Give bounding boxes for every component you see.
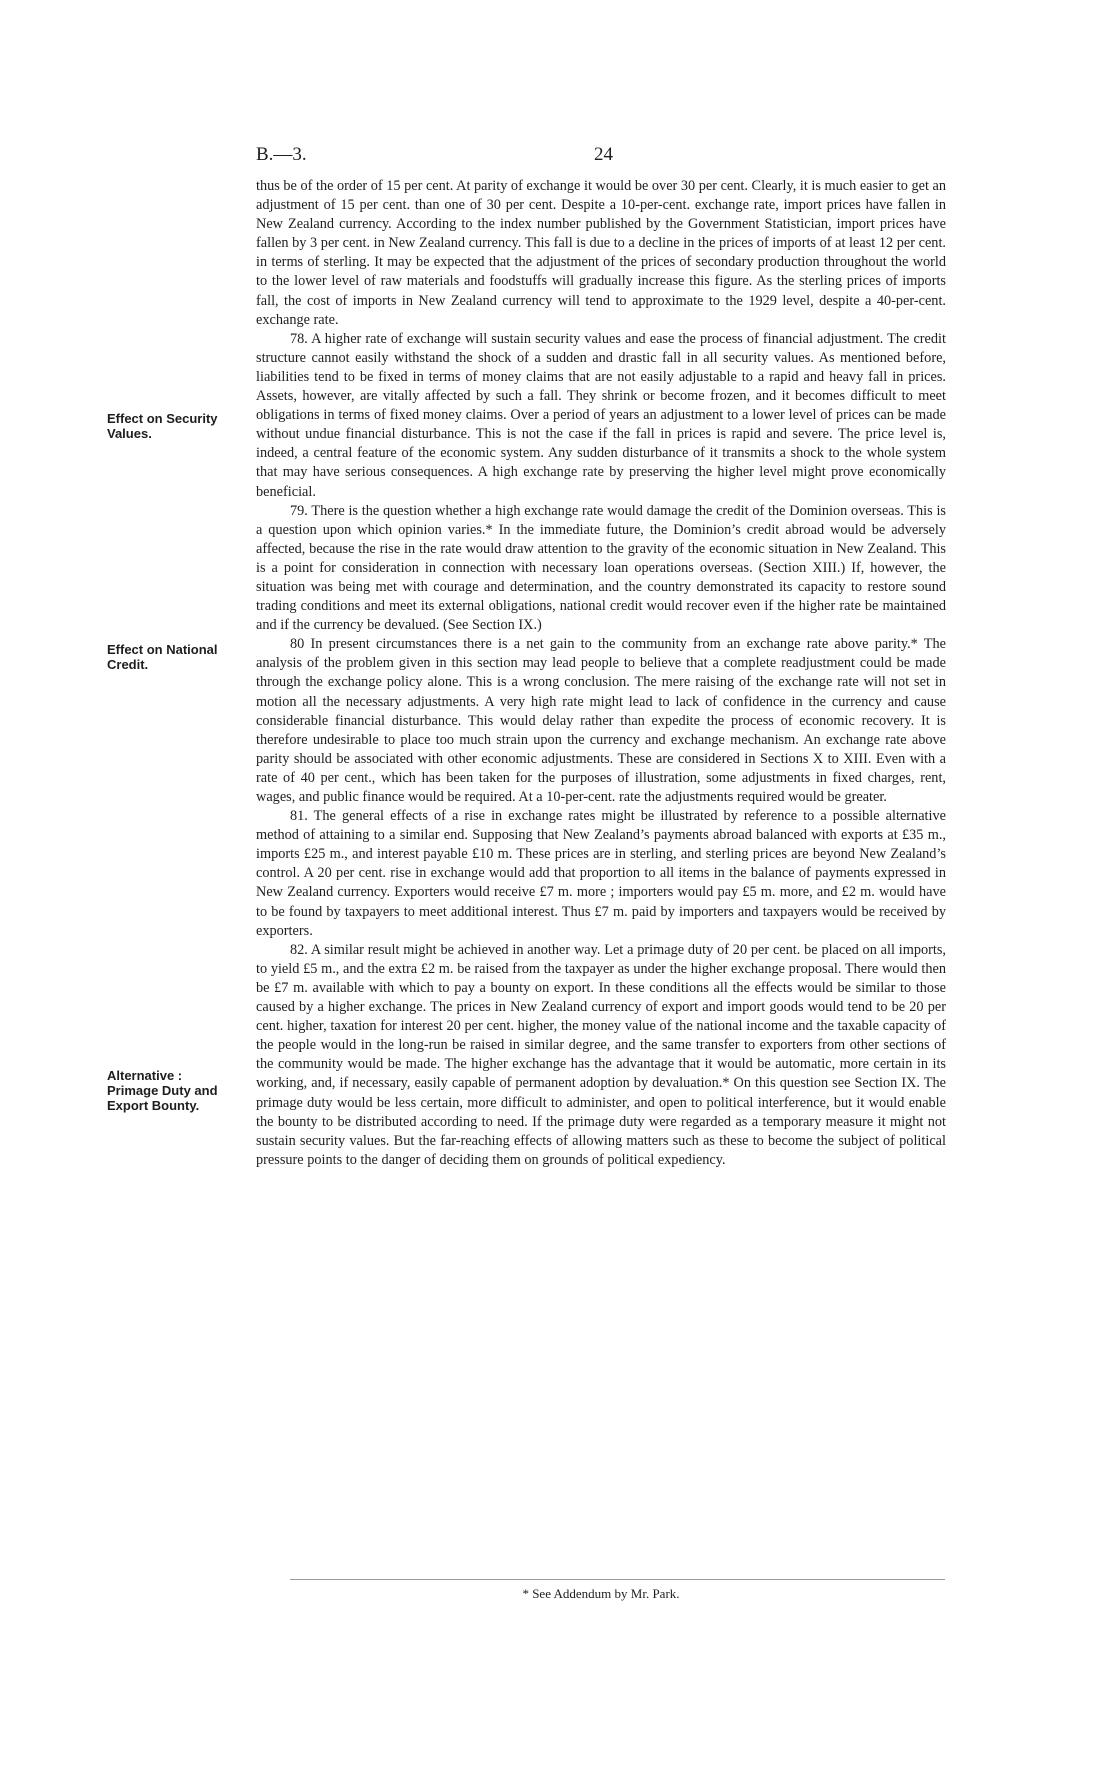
margin-note-line: Values. <box>107 426 152 441</box>
paragraph-78: 78. A higher rate of exchange will sustain security values and ease the process of financial adjustment. The credit structure cannot easily withstand the shock of a sudden and drastic fall in all security values. As mentioned before, liabilities tend to be fixed in terms of money claims that are not easily adjustable to a rapid and heavy fall in prices. Assets, however, are vitally affected by such a fall. They shrink or become frozen, and it becomes difficult to meet obligations in terms of fixed money claims. Over a period of years an adjustment to a lower level of prices can be made without undue financial disturbance. This is not the case if the fall in prices is rapid and severe. The price level is, indeed, a central feature of the economic system. Any sudden disturbance of it transmits a shock to the whole system that may have serious consequences. A high exchange rate by preserving the higher level might prove economically beneficial. <box>256 330 946 500</box>
margin-note-line: Effect on Security <box>107 411 218 426</box>
paragraph-82: 82. A similar result might be achieved in another way. Let a primage duty of 20 per cent. be placed on all imports, to yield £5 m., and the extra £2 m. be raised from the taxpayer as under the higher exchange proposal. There would then be £7 m. available with which to pay a bounty on export. In these conditions all the effects would be similar to those caused by a higher exchange. The prices in New Zealand currency of export and import goods would tend to be 20 per cent. higher, taxation for interest 20 per cent. higher, the money value of the national income and the taxable capacity of the people would in the long-run be raised in similar degree, and the same transfer to exporters from other sections of the community would be made. The higher exchange has the advantage that it would be automatic, more certain in its working, and, if necessary, easily capable of permanent adoption by devaluation.* On this question see Section IX. The primage duty would be less certain, more difficult to administer, and open to political interference, but it would enable the bounty to be distributed according to need. If the primage duty were regarded as a temporary measure it might not sustain security values. But the far-reaching effects of allowing matters such as these to become the subject of political pressure points to the danger of deciding them on grounds of political expediency. <box>256 941 946 1168</box>
margin-note-security-values <box>107 411 252 441</box>
margin-note-line: Effect on National <box>107 642 218 657</box>
margin-note-line: Primage Duty and <box>107 1083 218 1098</box>
margin-note-line: Export Bounty. <box>107 1098 200 1113</box>
footnote: * See Addendum by Mr. Park. <box>522 1586 680 1601</box>
margin-note-national-credit <box>107 642 252 672</box>
body-text <box>256 177 946 1170</box>
paragraph-79: 79. There is the question whether a high exchange rate would damage the credit of the Dominion overseas. This is a question upon which opinion varies.* In the immediate future, the Dominion’s credit abroad would be adversely affected, because the rise in the rate would draw attention to the gravity of the economic situation in New Zealand. This is a point for consideration in connection with necessary loan operations overseas. (Section XIII.) If, however, the situation was being met with courage and determination, and the country demonstrated its capacity to restore sound trading conditions and meet its external obligations, national credit would recover even if the higher rate be maintained and if the currency be devalued. (See Section IX.) <box>256 502 946 634</box>
paragraph-81: 81. The general effects of a rise in exchange rates might be illustrated by reference to a possible alternative method of attaining to a similar end. Supposing that New Zealand’s payments abroad balanced with exports at £35 m., imports £25 m., and interest payable £10 m. These prices are in sterling, and sterling prices are beyond New Zealand’s control. A 20 per cent. rise in exchange would add that proportion to all items in the balance of payments expressed in New Zealand currency. Exporters would receive £7 m. more ; importers would pay £5 m. more, and £2 m. would have to be found by taxpayers to meet additional interest. Thus £7 m. paid by importers and taxpayers would be received by exporters. <box>256 808 946 939</box>
page-number: 24 <box>594 144 613 165</box>
page-header <box>256 144 946 168</box>
margin-note-primage-duty <box>107 1068 252 1113</box>
margin-note-line: Credit. <box>107 657 149 672</box>
margin-note-line: Alternative : <box>107 1068 183 1083</box>
footnote-divider <box>290 1579 945 1580</box>
document-reference: B.—3. <box>256 144 307 165</box>
paragraph-continuation: thus be of the order of 15 per cent. At parity of exchange it would be over 30 per cent. Clearly, it is much easier to get an adjustment of 15 per cent. than one of 30 per cent. Despite a 10-per-cent. exchange rate, import prices have fallen in New Zealand currency. According to the index number published by the Government Statistician, import prices have fallen by 3 per cent. in New Zealand currency. This fall is due to a decline in the prices of imports of at least 12 per cent. in terms of sterling. It may be expected that the adjustment of the prices of secondary production throughout the world to the lower level of raw materials and foodstuffs will gradually increase this figure. As the sterling prices of imports fall, the cost of imports in New Zealand currency will tend to approximate to the 1929 level, despite a 40-per-cent. exchange rate. <box>256 178 946 328</box>
paragraph-80: 80 In present circumstances there is a net gain to the community from an exchange rate above parity.* The analysis of the problem given in this section may lead people to believe that a complete readjustment could be made through the exchange policy alone. This is a wrong conclusion. The mere raising of the exchange rate will not set in motion all the necessary adjustments. A very high rate might lead to lack of confidence in the currency and cause considerable financial disturbance. This would delay rather than expedite the process of economic recovery. It is therefore undesirable to place too much strain upon the currency and exchange mechanism. An exchange rate above parity should be associated with other economic adjustments. These are considered in Sections X to XIII. Even with a rate of 40 per cent., which has been taken for the purposes of illustration, some adjustments in fixed charges, rent, wages, and public finance would be required. At a 10-per-cent. rate the adjustments required would be greater. <box>256 636 946 805</box>
